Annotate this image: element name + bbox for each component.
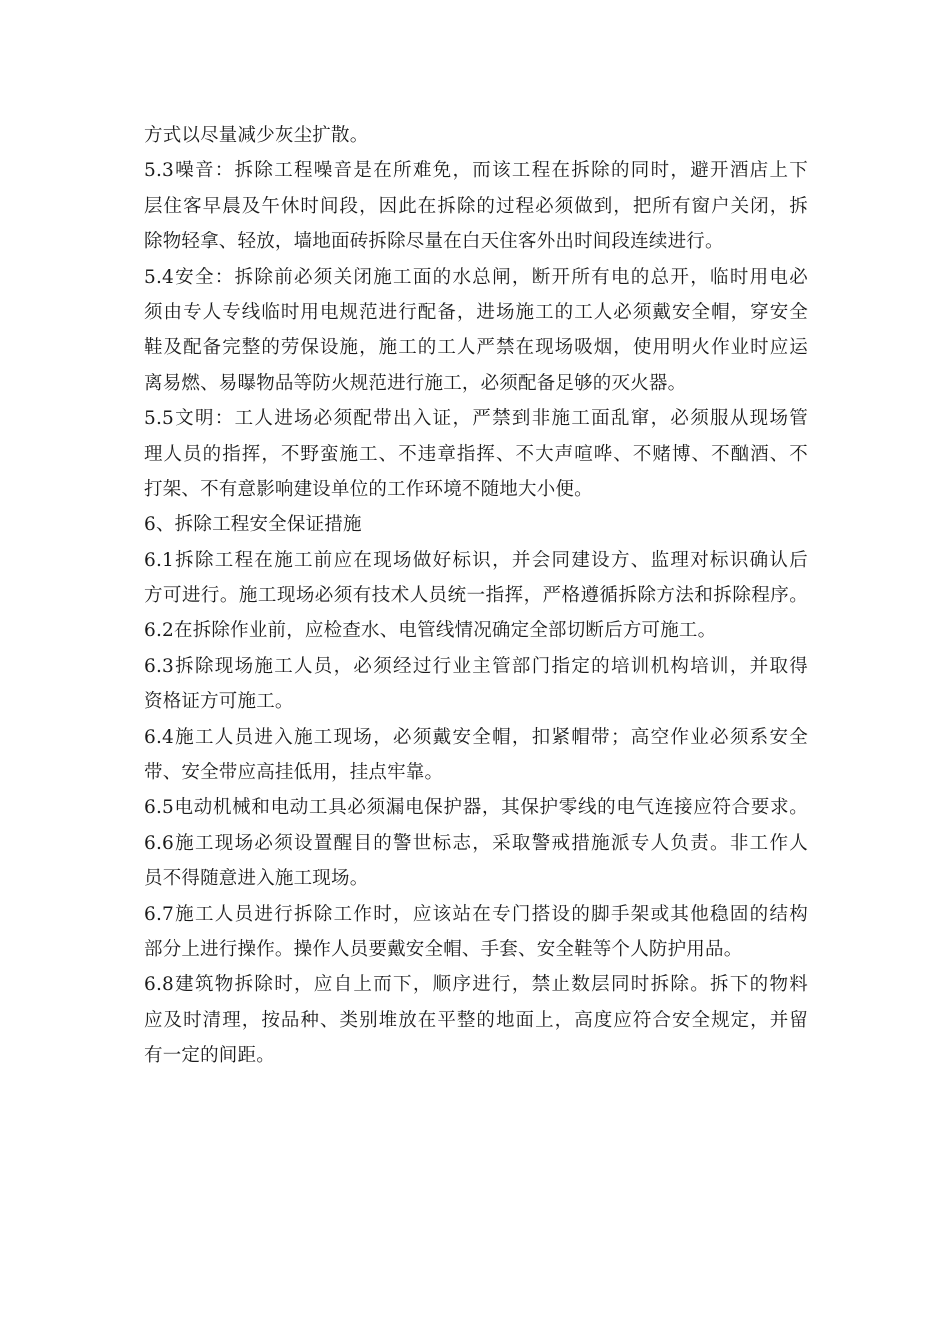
text-line: 6、拆除工程安全保证措施 xyxy=(144,514,362,536)
text-line: 6.5电动机械和电动工具必须漏电保护器，其保护零线的电气连接应符合要求。 xyxy=(144,797,808,819)
text-line: 6.8建筑物拆除时，应自上而下，顺序进行，禁止数层同时拆除。拆下的物料 xyxy=(144,974,808,996)
text-line: 鞋及配备完整的劳保设施，施工的工人严禁在现场吸烟，使用明火作业时应运 xyxy=(144,337,808,359)
text-line: 6.7施工人员进行拆除工作时，应该站在专门搭设的脚手架或其他稳固的结构 xyxy=(144,903,808,925)
text-line: 离易燃、易曝物品等防火规范进行施工，必须配备足够的灭火器。 xyxy=(144,372,687,394)
text-line: 6.2在拆除作业前，应检查水、电管线情况确定全部切断后方可施工。 xyxy=(144,620,717,642)
document-body xyxy=(144,118,808,1074)
text-line: 5.3噪音：拆除工程噪音是在所难免，而该工程在拆除的同时，避开酒店上下 xyxy=(144,160,808,182)
text-line: 6.4施工人员进入施工现场，必须戴安全帽，扣紧帽带；高空作业必须系安全 xyxy=(144,726,808,748)
text-line: 6.6施工现场必须设置醒目的警世标志，采取警戒措施派专人负责。非工作人 xyxy=(144,832,808,854)
text-line: 员不得随意进入施工现场。 xyxy=(144,868,369,890)
text-line: 5.4安全：拆除前必须关闭施工面的水总闸，断开所有电的总开，临时用电必 xyxy=(144,266,808,288)
text-line: 理人员的指挥，不野蛮施工、不违章指挥、不大声喧哗、不赌博、不酗酒、不 xyxy=(144,443,808,465)
text-line: 层住客早晨及午休时间段，因此在拆除的过程必须做到，把所有窗户关闭，拆 xyxy=(144,195,808,217)
text-line: 应及时清理，按品种、类别堆放在平整的地面上，高度应符合安全规定，并留 xyxy=(144,1009,808,1031)
text-line: 部分上进行操作。操作人员要戴安全帽、手套、安全鞋等个人防护用品。 xyxy=(144,938,743,960)
text-line: 方可进行。施工现场必须有技术人员统一指挥，严格遵循拆除方法和拆除程序。 xyxy=(144,585,808,607)
text-line: 6.3拆除现场施工人员，必须经过行业主管部门指定的培训机构培训，并取得 xyxy=(144,655,808,677)
text-line: 6.1拆除工程在施工前应在现场做好标识，并会同建设方、监理对标识确认后 xyxy=(144,549,808,571)
text-line: 须由专人专线临时用电规范进行配备，进场施工的工人必须戴安全帽，穿安全 xyxy=(144,301,808,323)
text-line: 方式以尽量减少灰尘扩散。 xyxy=(144,125,369,146)
text-line: 带、安全带应高挂低用，挂点牢靠。 xyxy=(144,762,444,784)
text-line: 资格证方可施工。 xyxy=(144,691,294,713)
text-line: 打架、不有意影响建设单位的工作环境不随地大小便。 xyxy=(144,478,593,500)
text-line: 除物轻拿、轻放，墙地面砖拆除尽量在白天住客外出时间段连续进行。 xyxy=(144,231,724,253)
text-line: 5.5文明：工人进场必须配带出入证，严禁到非施工面乱窜，必须服从现场管 xyxy=(144,408,808,430)
text-line: 有一定的间距。 xyxy=(144,1045,275,1067)
